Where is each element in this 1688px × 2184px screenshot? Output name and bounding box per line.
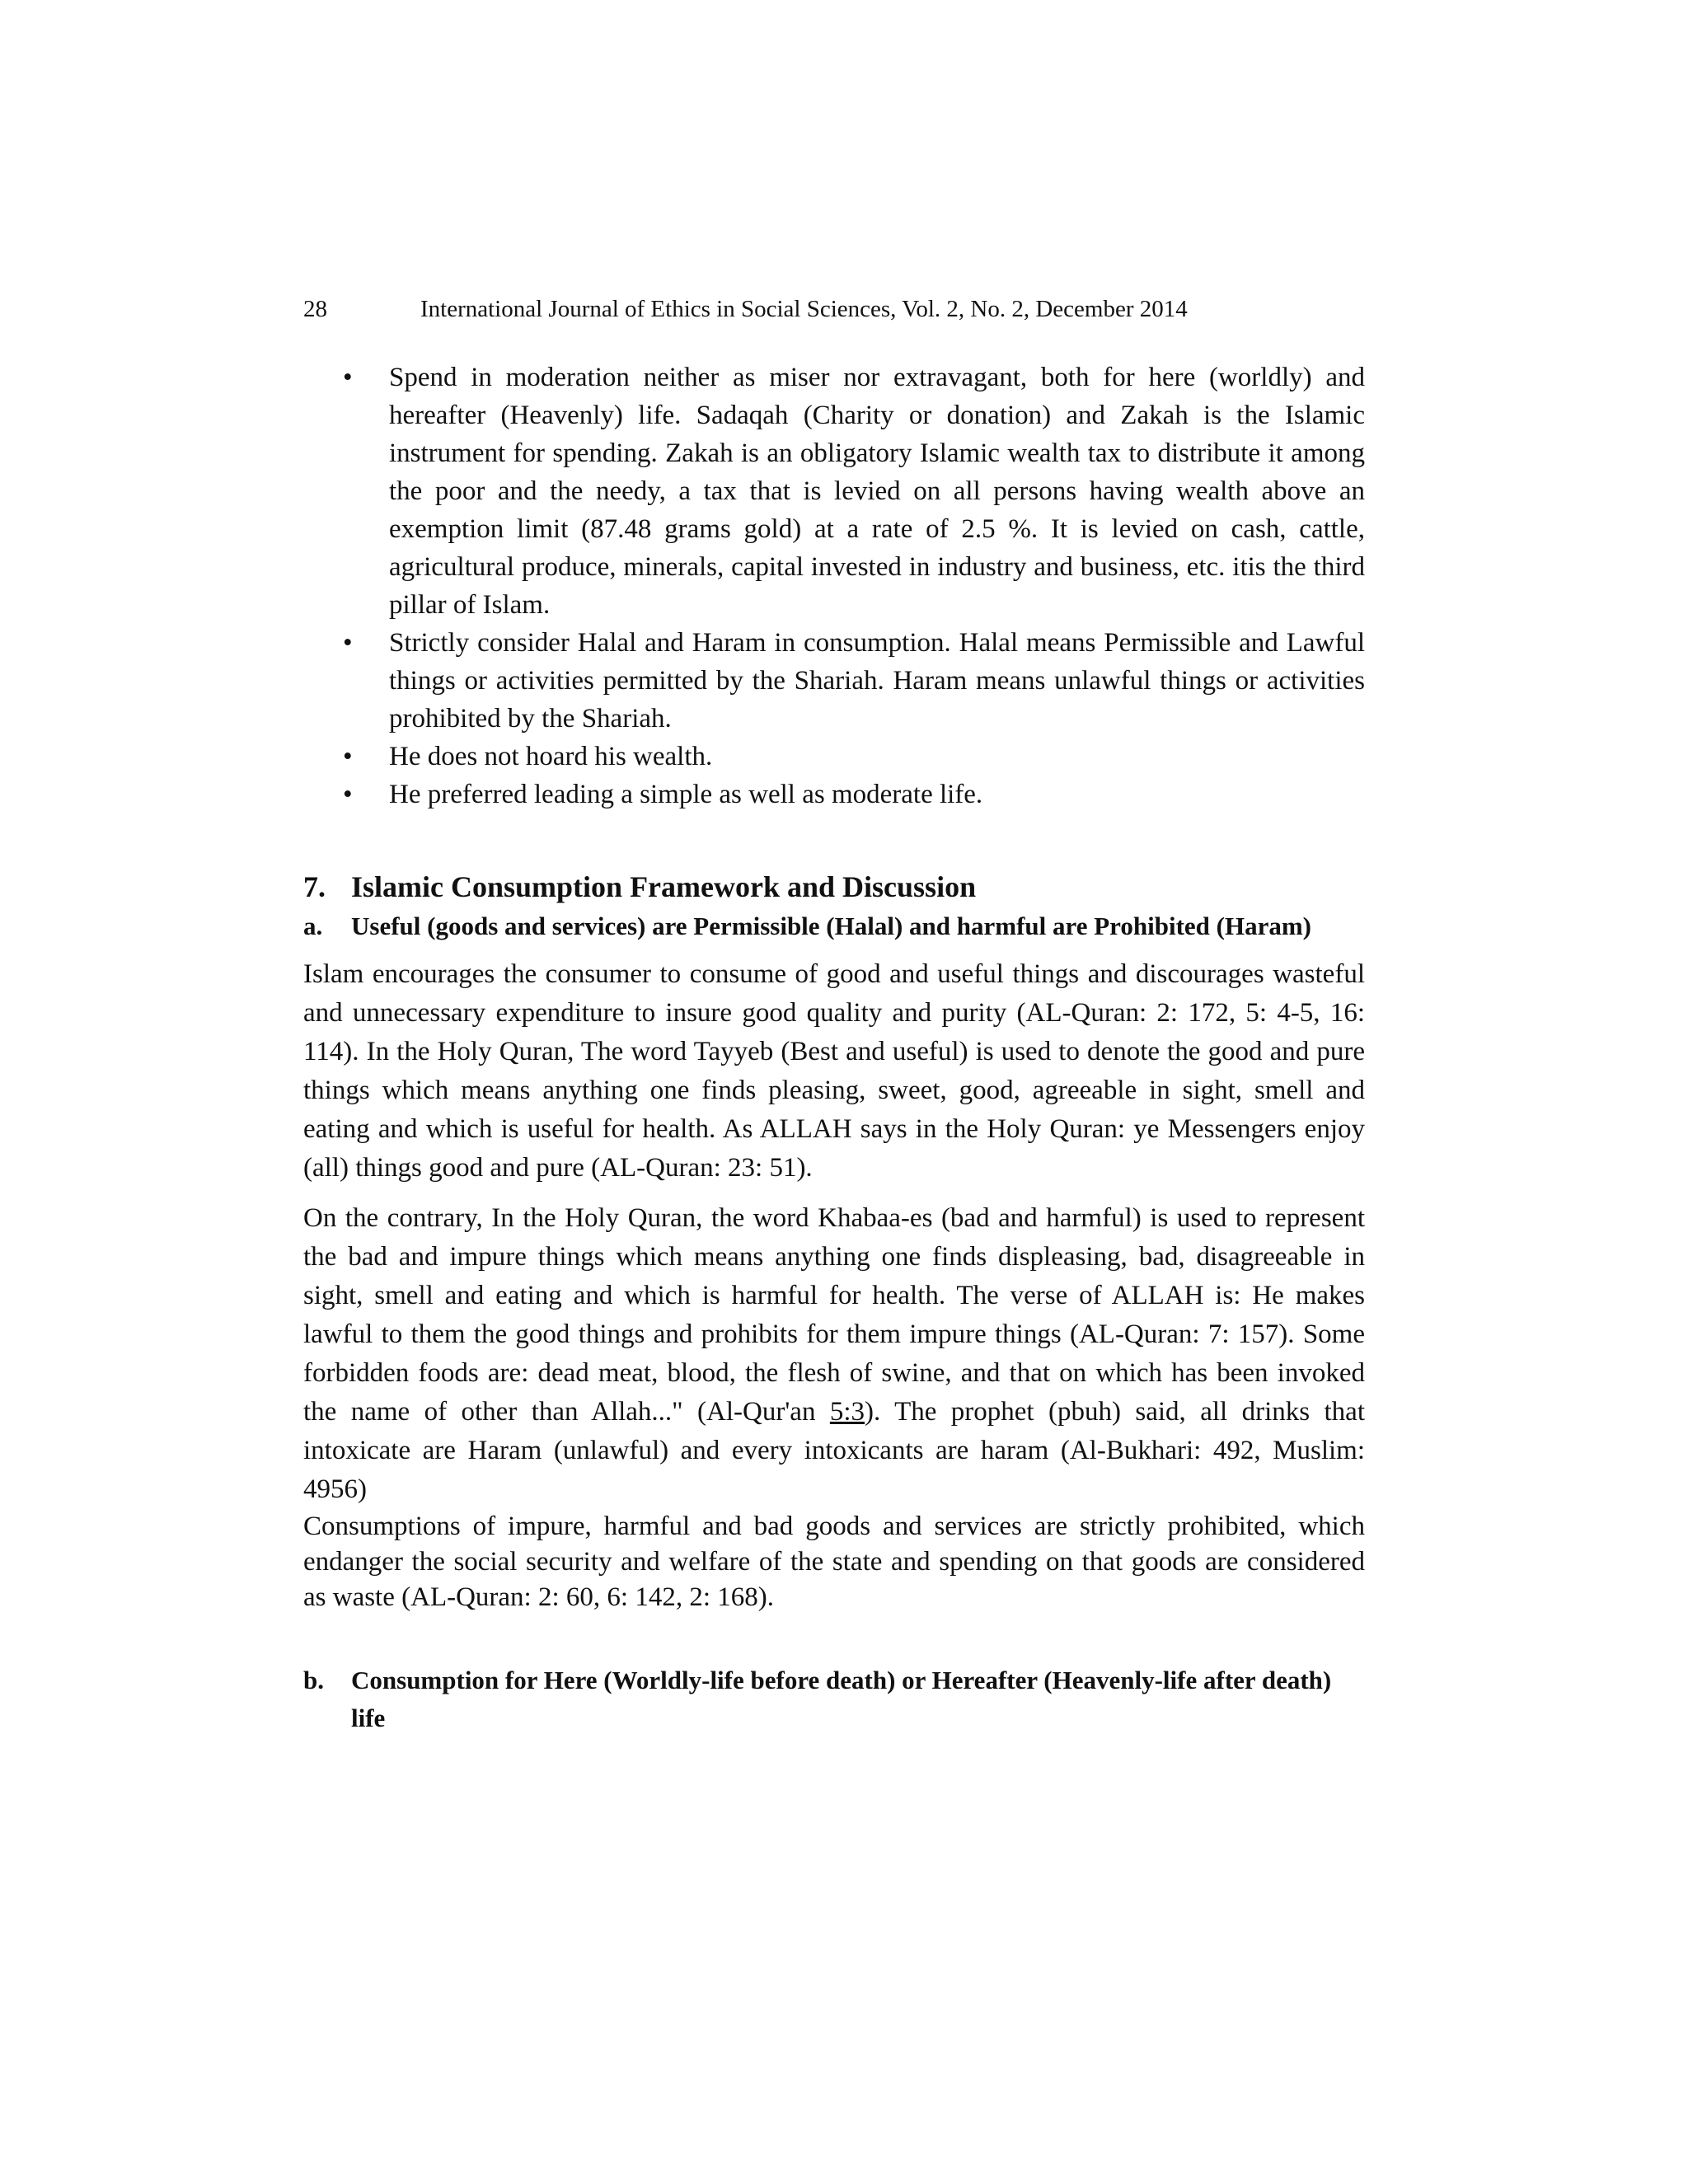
list-item bbox=[303, 776, 1365, 813]
subsection-heading-b bbox=[303, 1661, 1365, 1737]
bullet-icon: • bbox=[343, 780, 353, 809]
section-number: 7. bbox=[303, 870, 326, 903]
journal-page bbox=[303, 293, 1365, 1737]
subsection-letter: b. bbox=[303, 1666, 324, 1694]
list-item-text: Spend in moderation neither as miser nor extravagant, both for here (worldly) and hereafter (Heavenly) life. Sadaqah (Charity or donation) and Zakah is the Islamic instrument for spending. Zakah is an obligatory Islamic wealth tax to distribute it among the poor and the needy, a tax that is levied on all persons having wealth above an exemption limit (87.48 grams gold) at a rate of 2.5 %. It is levied on cash, cattle, agricultural produce, minerals, capital invested in industry and business, etc. itis the third pillar of Islam. bbox=[389, 363, 1365, 620]
subsection-title: Useful (goods and services) are Permissible (Halal) and harmful are Prohibited (Haram) bbox=[351, 912, 1311, 940]
paragraph-text: ). The prophet (pbuh) said, all drinks that intoxicate are Haram (unlawful) and every intoxicants are haram (Al-Bukhari: 492, Muslim: 4956) bbox=[303, 1397, 1365, 1504]
body-paragraph bbox=[303, 1199, 1365, 1509]
list-item-text: He does not hoard his wealth. bbox=[389, 742, 713, 771]
journal-title: International Journal of Ethics in Social Sciences, Vol. 2, No. 2, December 2014 bbox=[420, 296, 1188, 322]
subsection-title: Consumption for Here (Worldly-life before death) or Hereafter (Heavenly-life after death) life bbox=[351, 1666, 1332, 1732]
list-item-text: Strictly consider Halal and Haram in consumption. Halal means Permissible and Lawful things or activities permitted by the Shariah. Haram means unlawful things or activities prohibited by the Shariah. bbox=[389, 628, 1365, 733]
list-item bbox=[303, 738, 1365, 776]
bullet-list bbox=[303, 359, 1365, 813]
bullet-icon: • bbox=[343, 628, 353, 658]
list-item bbox=[303, 624, 1365, 738]
running-header bbox=[303, 293, 1365, 326]
page-number: 28 bbox=[303, 296, 327, 322]
paragraph-text: On the contrary, In the Holy Quran, the word Khabaa-es (bad and harmful) is used to represent the bad and impure things which means anything one finds displeasing, bad, disagreeable in sight, smell and eating and which is harmful for health. The verse of ALLAH is: He makes lawful to them the good things and prohibits for them impure things (AL-Quran: 7: 157). Some forbidden foods are: dead meat, blood, the flesh of swine, and that on which has been invoked the name of other than Allah..." (Al-Qur'an bbox=[303, 1203, 1365, 1427]
body-paragraph: Islam encourages the consumer to consume of good and useful things and discourages wasteful and unnecessary expenditure to insure good quality and purity (AL-Quran: 2: 172, 5: 4-5, 16: 114). In the Holy Quran, The word Tayyeb (Best and useful) is used to denote the good and pure things which means anything one finds pleasing, sweet, good, agreeable in sight, smell and eating and which is useful for health. As ALLAH says in the Holy Quran: ye Messengers enjoy (all) things good and pure (AL-Quran: 23: 51). bbox=[303, 959, 1365, 1183]
section-heading bbox=[303, 868, 1365, 906]
quran-reference-link[interactable]: 5:3 bbox=[829, 1397, 865, 1427]
list-item-text: He preferred leading a simple as well as moderate life. bbox=[389, 780, 983, 809]
subsection-heading-a bbox=[303, 909, 1365, 944]
bullet-icon: • bbox=[343, 742, 353, 771]
bullet-icon: • bbox=[343, 363, 353, 392]
body-paragraph: Consumptions of impure, harmful and bad goods and services are strictly prohibited, which endanger the social security and welfare of the state and spending on that goods are considered as waste (AL-Quran: 2: 60, 6: 142, 2: 168). bbox=[303, 1511, 1365, 1612]
subsection-letter: a. bbox=[303, 912, 323, 940]
list-item bbox=[303, 359, 1365, 624]
section-title: Islamic Consumption Framework and Discussion bbox=[351, 870, 977, 903]
